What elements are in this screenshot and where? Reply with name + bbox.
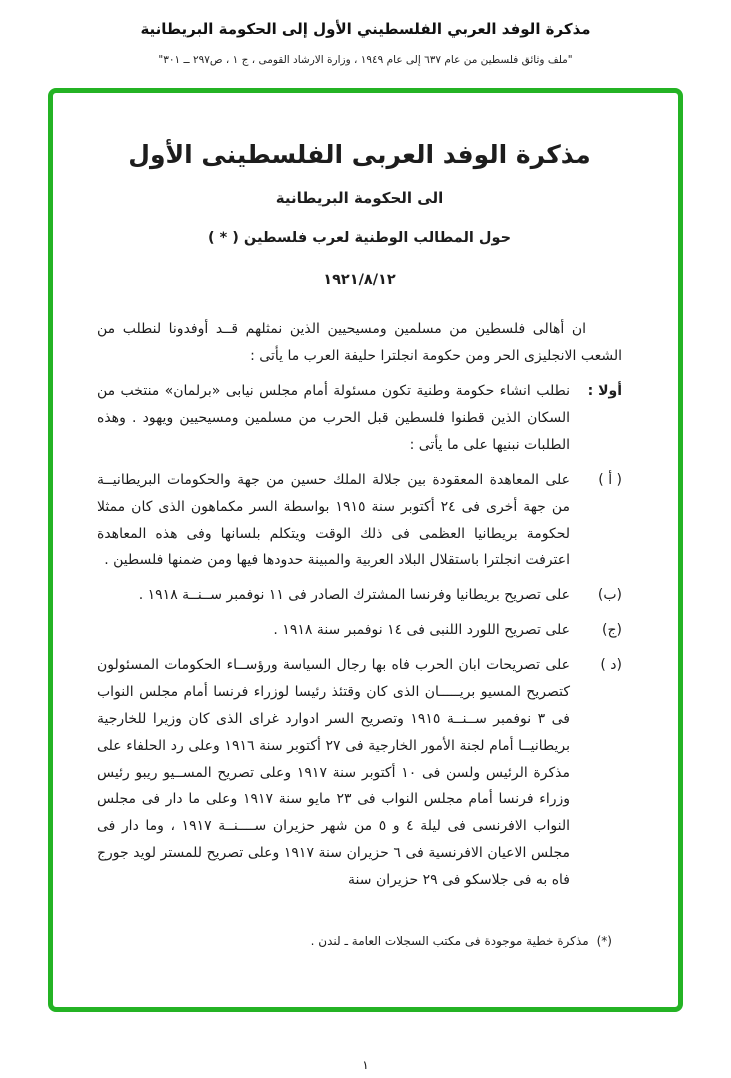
footnote-text: مذكرة خطية موجودة فى مكتب السجلات العامة ـ لندن . [310,933,589,948]
clause-item-b-text: على تصريح بريطانيا وفرنسا المشترك الصادر فى ١١ نوفمبر ســنــة ١٩١٨ . [138,587,570,604]
clause-item-d [97,652,622,894]
clause-item-c [97,617,622,644]
footnote-marker: (*) [596,933,612,948]
clause-first-label: أولا : [587,383,622,400]
document-title: مذكرة الوفد العربى الفلسطينى الأول [128,140,591,169]
page-header-title: مذكرة الوفد العربي الفلسطيني الأول إلى الحكومة البريطانية [140,20,591,38]
clause-item-a [97,467,622,575]
footnote [97,930,622,953]
clause-item-a-label: ( أ ) [598,471,622,488]
document-subject: حول المطالب الوطنية لعرب فلسطين ( * ) [207,229,512,246]
clause-item-d-label: (د ) [600,657,622,674]
document-date: ١٩٢١/٨/١٢ [323,271,396,288]
page-number: ١ [362,1058,369,1072]
clause-item-b [97,582,622,609]
document-frame [48,88,683,1012]
clause-item-c-text: على تصريح اللورد اللنبى فى ١٤ نوفمبر سنة ١٩١٨ . [273,622,570,639]
clause-item-a-text: على المعاهدة المعقودة بين جلالة الملك حسين من جهة والحكومات البريطانيــة من جهة أخرى فى ٢٤ أكتوبر سنة ١٩١٥ بواسطة السر مكماهون الذى كان ممثلا لحكومة بريطانيا العظمى فى ذلك الوقت ويتكلم بلسانها وفى هذه المعاهدة اعترفت انجلترا باستقلال البلاد العربية والمبينة حدودها فيها ومن ضمنها فلسطين . [97,471,570,569]
document-scan [97,137,622,953]
source-citation: "ملف وثائق فلسطين من عام ٦٣٧ إلى عام ١٩٤٩ ، وزارة الارشاد القومى ، ج ١ ، ص٢٩٧ ــ ٣٠١" [158,54,573,66]
clause-item-c-label: (ج) [602,622,622,639]
clause-item-b-label: (ب) [597,587,622,604]
page-header [0,0,731,66]
clause-item-d-text: على تصريحات ابان الحرب فاه بها رجال السياسة ورؤســاء الحكومات المسئولون كتصريح المسيو بريـــــان الذى كان وقتئذ رئيسا لوزراء فرنسا أمام مجلس النواب فى ٣ نوفمبر ســنــة ١٩١٥ وتصريح السر ادوارد غراى الذى كان وزيرا للخارجية بريطانيــا أمام لجنة الأمور الخارجية فى ٢٧ أكتوبر سنة ١٩١٦ وعلى رد الحلفاء على مذكرة الرئيس ولسن فى ١٠ أكتوبر سنة ١٩١٧ وعلى تصريح المســيو ريبو رئيس وزراء فرنسا أمام مجلس النواب فى ٢٣ مايو سنة ١٩١٧ وعلى ما دار فى مجلس النواب الافرنسى فى ليلة ٤ و ٥ من شهر حزيران ســــنــة ١٩١٧ ، وما دار فى مجلس الاعيان الافرنسية فى ٦ حزيران سنة ١٩١٧ وعلى تصريح للمستر لويد جورج فاه به فى جلاسكو فى ٢٩ حزيران سنة [97,657,571,889]
clause-first [97,378,622,459]
document-addressee: الى الحكومة البريطانية [275,189,444,207]
clause-first-text: نطلب انشاء حكومة وطنية تكون مسئولة أمام مجلس نيابى «برلمان» منتخب من السكان الذين قطنوا فلسطين قبل الحرب من مسلمين ومسيحيين ويهود . وهذه الطلبات نبنيها على ما يأتى : [97,383,570,453]
intro-paragraph: ان أهالى فلسطين من مسلمين ومسيحيين الذين نمثلهم قــد أوفدونا لنطلب من الشعب الانجليزى الحر ومن حكومة انجلترا حليفة العرب ما يأتى : [97,321,622,365]
